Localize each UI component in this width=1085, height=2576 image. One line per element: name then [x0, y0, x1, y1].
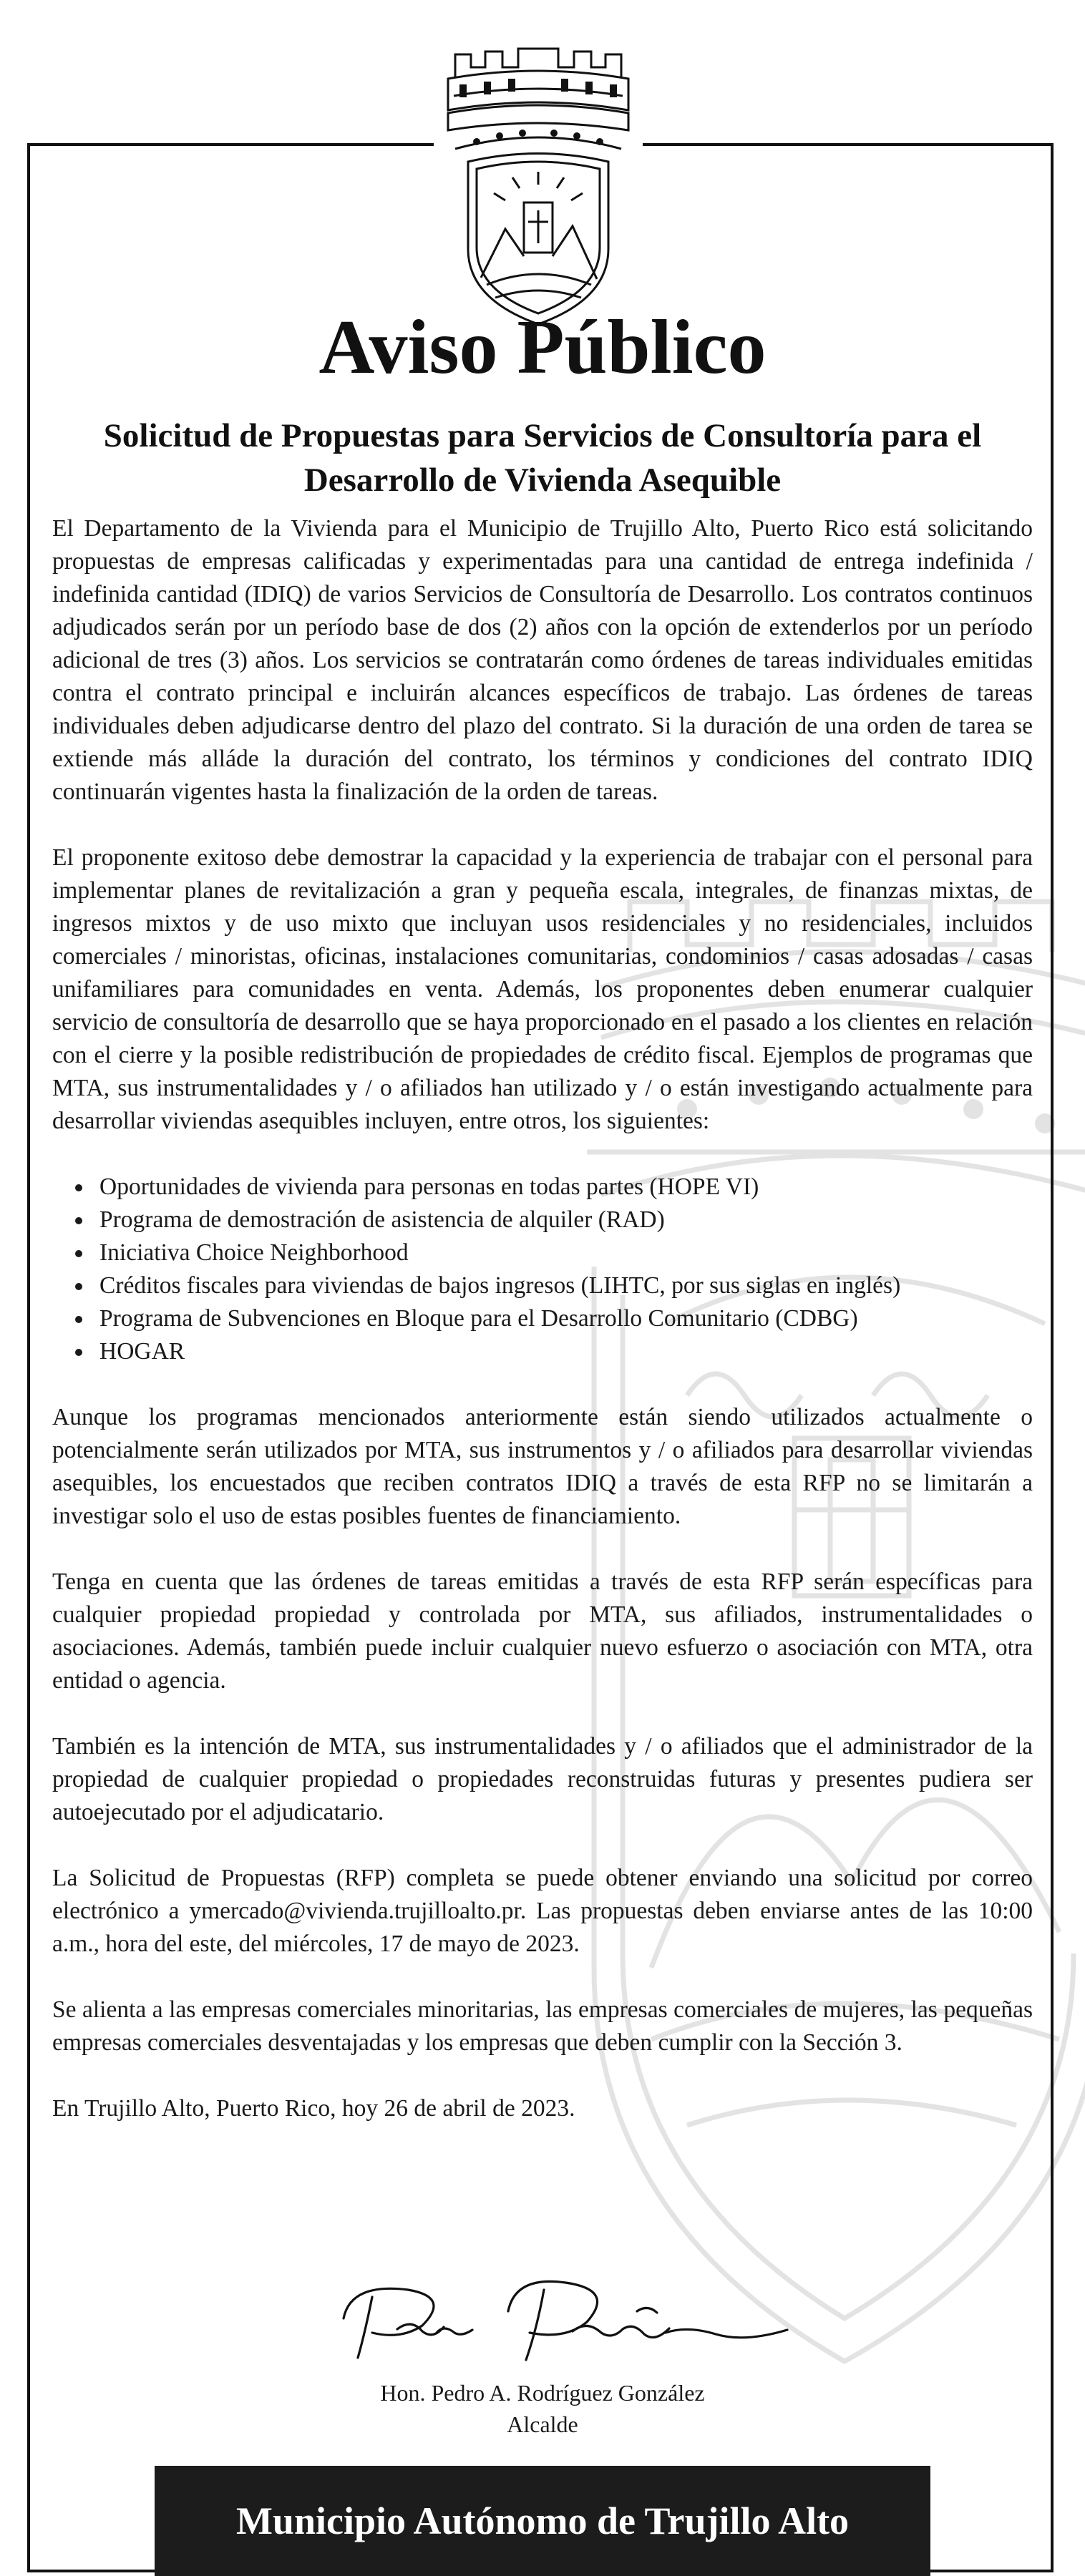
- paragraph-submission: La Solicitud de Propuestas (RFP) completa se puede obtener enviando una solicitud por correo electrónico a ymercado@vivienda.trujilloalto.pr. Las propuestas deben enviarse antes de las 10:00 a.m., hora del este, del miércoles, 17 de mayo de 2023.: [52, 1865, 1033, 1957]
- page-title: Aviso Público: [318, 305, 767, 390]
- program-list: [52, 1171, 1033, 1368]
- paragraph-encouragement: Se alienta a las empresas comerciales minoritarias, las empresas comerciales de mujeres, las pequeñas empresas comerciales desventajadas y los empresas que deben cumplir con la Sección 3.: [52, 1996, 1033, 2056]
- list-item: • Programa de Subvenciones en Bloque para el Desarrollo Comunitario (CDBG): [94, 1302, 1033, 1335]
- signer-role: Alcalde: [507, 2411, 578, 2437]
- paragraph-intent: También es la intención de MTA, sus instrumentalidades y / o afiliados que el administrador de la propiedad de cualquier propiedad o propiedades reconstruidas futuras y presentes pudiera ser autoejecutado por el adjudicatario.: [52, 1733, 1033, 1825]
- signer-name: Hon. Pedro A. Rodríguez González: [380, 2380, 705, 2406]
- list-item: • HOGAR: [94, 1335, 1033, 1368]
- municipal-crest-icon: [434, 42, 643, 342]
- footer-municipality-name: Municipio Autónomo de Trujillo Alto: [235, 2499, 850, 2542]
- notice-subtitle: [43, 414, 1042, 502]
- paragraph-funding: Aunque los programas mencionados anteriormente están siendo utilizados actualmente o potencialmente serán utilizados por MTA, sus instrumentos y / o afiliados para desarrollar viviendas asequibles, los encuestados que reciben contratos IDIQ a través de esta RFP no se limitarán a investigar solo el uso de estas posibles fuentes de financiamiento.: [52, 1404, 1033, 1529]
- subtitle-line-1: Solicitud de Propuestas para Servicios de Consultoría para el: [103, 417, 982, 454]
- list-item: • Programa de demostración de asistencia de alquiler (RAD): [94, 1204, 1033, 1236]
- footer-banner: [155, 2466, 930, 2576]
- signer-block: [29, 2377, 1056, 2440]
- list-item: • Créditos fiscales para viviendas de bajos ingresos (LIHTC, por sus siglas en inglés): [94, 1269, 1033, 1302]
- paragraph-task-orders: Tenga en cuenta que las órdenes de tareas emitidas a través de esta RFP serán específicas para cualquier propiedad propiedad y controlada por MTA, sus afiliados, instrumentalidades o asociaciones. Además, también puede incluir cualquier nuevo esfuerzo o asociación con MTA, otra entidad o agencia.: [52, 1568, 1033, 1694]
- notice-body: [52, 512, 1033, 2125]
- list-item: • Oportunidades de vivienda para personas en todas partes (HOPE VI): [94, 1171, 1033, 1204]
- paragraph-qualifications: El proponente exitoso debe demostrar la capacidad y la experiencia de trabajar con el personal para implementar planes de revitalización a gran y pequeña escala, integrales, de finanzas mixtas, de ingresos mixtos y de uso mixto que incluyan usos residenciales y no residenciales, incluidos comerciales / minoristas, oficinas, instalaciones comunitarias, condominios / casas adosadas / casas unifamiliares para comunidades en venta. Además, los proponentes deben enumerar cualquier servicio de consultoría de desarrollo que se haya proporcionado en el pasado a los clientes en relación con el cierre y la posible redistribución de propiedades de crédito fiscal. Ejemplos de programas que MTA, sus instrumentalidades y / o afiliados han utilizado y / o están investigando actualmente para desarrollar viviendas asequibles incluyen, entre otros, los siguientes:: [52, 844, 1033, 1134]
- mayor-signature: [329, 2268, 802, 2368]
- paragraph-scope: El Departamento de la Vivienda para el Municipio de Trujillo Alto, Puerto Rico está solicitando propuestas de empresas calificadas y experimentadas para una cantidad de entrega indefinida / indefinida cantidad (IDIQ) de varios Servicios de Consultoría de Desarrollo. Los contratos continuos adjudicados serán por un período base de dos (2) años con la opción de extenderlos por un período adicional de tres (3) años. Los servicios se contratarán como órdenes de tareas individuales emitidas contra el contrato principal e incluirán alcances específicos de trabajo. Las órdenes de tareas individuales deben adjudicarse dentro del plazo del contrato. Si la duración de una orden de tarea se extiende más alláde la duración del contrato, los términos y condiciones del contrato IDIQ continuarán vigentes hasta la finalización de la orden de tareas.: [52, 515, 1033, 805]
- subtitle-line-2: Desarrollo de Vivienda Asequible: [303, 462, 782, 499]
- list-item: • Iniciativa Choice Neighborhood: [94, 1236, 1033, 1269]
- closing-date-line: En Trujillo Alto, Puerto Rico, hoy 26 de abril de 2023.: [52, 2095, 575, 2122]
